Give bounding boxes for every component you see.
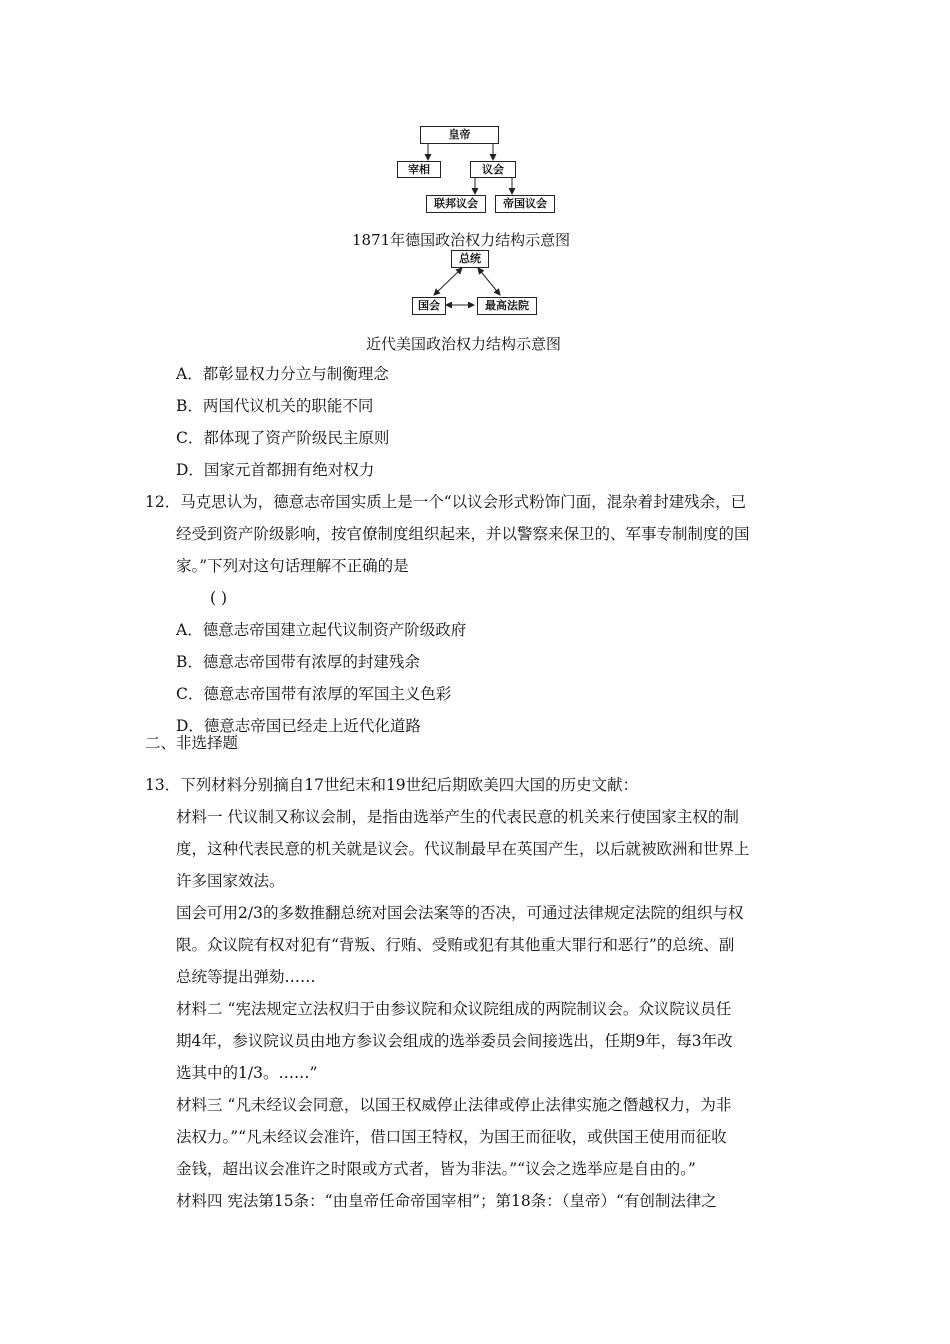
q12-option-b: B．德意志帝国带有浓厚的封建残余	[176, 653, 420, 671]
diagram1-caption: 1871年德国政治权力结构示意图	[352, 231, 571, 249]
node-supreme-court: 最高法院	[477, 297, 537, 315]
q13-line-8: 期4年，参议院议员由地方参议会组成的选举委员会间接选出，任期9年，每3年改	[176, 1032, 733, 1050]
q11-option-b: B．两国代议机关的职能不同	[176, 397, 374, 415]
diagram2-caption: 近代美国政治权力结构示意图	[366, 335, 562, 353]
q13-line-6: 总统等提出弹劾……	[176, 968, 316, 986]
q12-stem-line-2: 经受到资产阶级影响，按官僚制度组织起来，并以警察来保卫的、军事专制制度的国	[176, 525, 750, 543]
q13-line-4: 国会可用2/3的多数推翻总统对国会法案等的否决，可通过法律规定法院的组织与权	[176, 904, 744, 922]
node-chancellor: 宰相	[397, 161, 441, 178]
edge-president-congress	[434, 268, 462, 295]
q11-option-c: C．都体现了资产阶级民主原则	[176, 429, 390, 447]
node-reichstag: 帝国议会	[495, 195, 555, 213]
edge-president-court	[478, 268, 500, 295]
q12-option-d: D．德意志帝国已经走上近代化道路	[176, 717, 421, 735]
q13-line-2: 度，这种代表民意的机关就是议会。代议制最早在英国产生，以后就被欧洲和世界上	[176, 840, 750, 858]
node-parliament: 议会	[470, 161, 516, 178]
q12-option-c: C．德意志帝国带有浓厚的军国主义色彩	[176, 685, 452, 703]
q13-line-1: 材料一 代议制又称议会制，是指由选举产生的代表民意的机关来行使国家主权的制	[176, 808, 739, 826]
q13-stem: 13．下列材料分别摘自17世纪末和19世纪后期欧美四大国的历史文献：	[145, 776, 639, 794]
q13-line-12: 金钱，超出议会准许之时限或方式者，皆为非法。”“议会之选举应是自由的。”	[176, 1160, 696, 1178]
q13-line-9: 选其中的1/3。……”	[176, 1064, 318, 1082]
q12-option-a: A．德意志帝国建立起代议制资产阶级政府	[176, 621, 467, 639]
node-congress: 国会	[412, 297, 446, 315]
q12-stem-line-1: 12．马克思认为，德意志帝国实质上是一个“以议会形式粉饰门面，混杂着封建残余，已	[145, 493, 747, 511]
q13-line-3: 许多国家效法。	[176, 872, 285, 890]
q12-answer-bracket: ( )	[210, 589, 228, 607]
node-president: 总统	[451, 250, 489, 268]
q13-line-5: 限。众议院有权对犯有“背叛、行贿、受贿或犯有其他重大罪行和恶行”的总统、副	[176, 936, 735, 954]
q11-option-d: D．国家元首都拥有绝对权力	[176, 461, 375, 479]
node-federal-council: 联邦议会	[426, 195, 486, 213]
q13-line-11: 法权力。”“凡未经议会准许，借口国王特权，为国王而征收，或供国王使用而征收	[176, 1128, 727, 1146]
node-emperor: 皇帝	[420, 126, 499, 144]
q13-line-13: 材料四 宪法第15条：“由皇帝任命帝国宰相”；第18条：（皇帝）“有创制法律之	[176, 1192, 717, 1210]
q13-line-10: 材料三 “凡未经议会同意，以国王权威停止法律或停止法律实施之僭越权力，为非	[176, 1096, 732, 1114]
section-title: 二、非选择题	[145, 734, 239, 752]
q13-line-7: 材料二 “宪法规定立法权归于由参议院和众议院组成的两院制议会。众议院议员任	[176, 1000, 732, 1018]
q11-option-a: A．都彰显权力分立与制衡理念	[176, 365, 389, 383]
q12-stem-line-3: 家。”下列对这句话理解不正确的是	[176, 557, 409, 575]
